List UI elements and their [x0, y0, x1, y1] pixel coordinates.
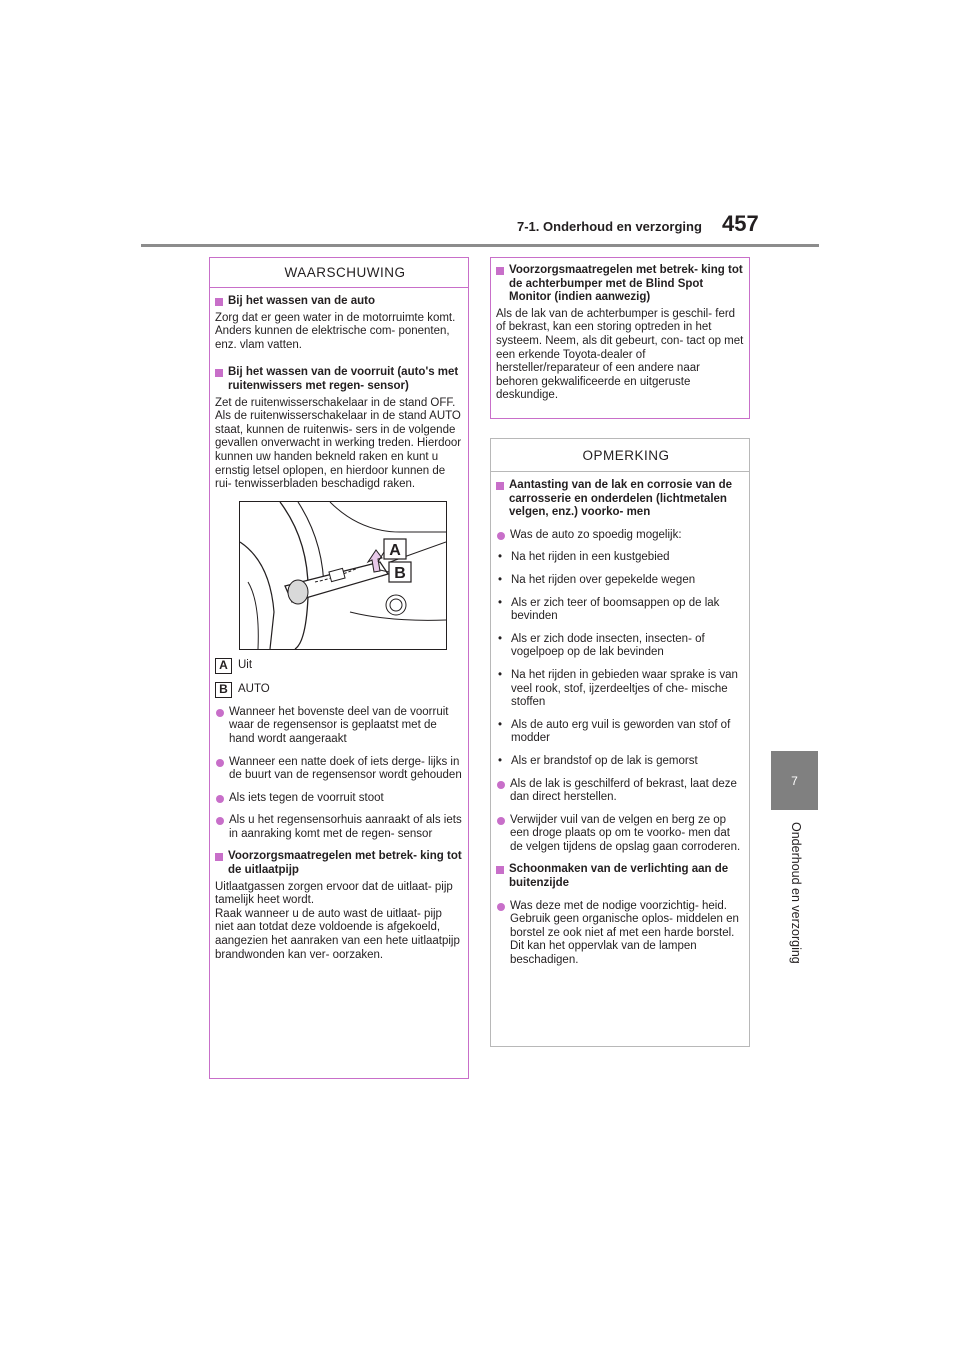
notice-box	[490, 438, 750, 1047]
warning-heading: WAARSCHUWING	[284, 265, 406, 280]
warning-box	[209, 257, 469, 1079]
square-bullet-icon	[215, 298, 223, 306]
paragraph: Uitlaatgassen zorgen ervoor dat de uitlaat- pijp tamelijk heet wordt.	[215, 880, 453, 907]
subsection-title: Bij het wassen van de auto	[228, 295, 375, 307]
list-item	[496, 900, 744, 968]
subsection-heading	[496, 264, 744, 305]
figure-label-b: B	[394, 564, 406, 582]
dash-item: • Als er zich teer of boomsappen op de lak bevinden	[496, 597, 744, 624]
round-bullet-icon	[497, 817, 505, 825]
round-bullet-icon	[216, 709, 224, 717]
subsection-title: Aantasting van de lak en corrosie van de carrosserie en onderdelen (lichtmetalen velgen, enz.) voorko- men	[509, 479, 733, 519]
dash-item: • Als er zich dode insecten, insecten- of vogelpoep op de lak bevinden	[496, 633, 744, 660]
list-item-text: Wanneer een natte doek of iets derge- lijks in de buurt van de regensensor wordt gehouden	[229, 755, 462, 782]
legend-key-b: B	[215, 682, 232, 698]
list-item-text: Was deze met de nodige voorzichtig- heid. Gebruik geen organische oplos- middelen en borstel ze ook niet af met een harde borstel.	[510, 899, 739, 939]
dash-item: • Na het rijden over gepekelde wegen	[498, 573, 696, 586]
dash-item-text: Als er zich teer of boomsappen op de lak bevinden	[511, 596, 720, 623]
list-item-text: Was de auto zo spoedig mogelijk:	[510, 528, 682, 541]
dash-item-text: Na het rijden over gepekelde wegen	[511, 573, 696, 586]
round-bullet-icon	[497, 532, 505, 540]
subsection-heading	[215, 366, 463, 393]
subsection-heading	[496, 479, 744, 520]
round-bullet-icon	[216, 795, 224, 803]
figure-label-a: A	[389, 541, 401, 559]
section-title: 7-1. Onderhoud en verzorging	[517, 219, 702, 234]
square-bullet-icon	[496, 866, 504, 874]
paragraph: Als de lak van de achterbumper is geschil- ferd of bekrast, kan een storing optreden in het systeem. Neem, als dit gebeurt, con- tact op met een erkende Toyota-dealer of hersteller/reparateur of een andere naar behoren gekwalificeerde en uitgeruste deskundige.	[496, 307, 744, 402]
page-number: 457	[722, 211, 759, 236]
list-item	[215, 706, 463, 747]
subsection-title: Schoonmaken van de verlichting aan de buitenzijde	[509, 863, 729, 890]
list-item	[215, 792, 463, 806]
dash-item-text: Als er brandstof op de lak is gemorst	[511, 754, 698, 767]
subsection-title: Bij het wassen van de voorruit (auto's met ruitenwissers met regen- sensor)	[228, 366, 459, 392]
list-item-text: Wanneer het bovenste deel van de voorruit waar de regensensor is geplaatst met de hand wordt aangeraakt	[229, 705, 449, 745]
list-item	[496, 529, 744, 543]
dash-item: • Als er brandstof op de lak is gemorst	[498, 754, 698, 767]
legend-item-a	[215, 658, 463, 674]
square-bullet-icon	[496, 482, 504, 490]
list-item-text: Als u het regensensorhuis aanraakt of als iets in aanraking komt met de regen- sensor	[229, 814, 462, 840]
round-bullet-icon	[497, 781, 505, 789]
paragraph: Zet de ruitenwisserschakelaar in de stand OFF. Als de ruitenwisserschakelaar in de stand AUTO staat, kunnen de ruitenwis- sers in de volgende gevallen onverwacht in werking treden. Hierdoor kunnen uw handen bekneld raken en kunt u ernstig letsel oplopen, en hierdoor kunnen de rui- tenwisserbladen beschadigd raken.	[215, 396, 462, 491]
round-bullet-icon	[216, 759, 224, 767]
square-bullet-icon	[496, 267, 504, 275]
chapter-title: Onderhoud en verzorging	[789, 822, 803, 964]
legend-text: AUTO	[238, 682, 270, 695]
subsection-heading	[496, 863, 744, 890]
chapter-tab: 7	[771, 751, 818, 810]
notice-header	[491, 439, 749, 472]
list-item-text: Als de lak is geschilferd of bekrast, laat deze dan direct herstellen.	[510, 777, 737, 804]
dash-item-text: Als er zich dode insecten, insecten- of vogelpoep op de lak bevinden	[511, 632, 705, 659]
subsection-title: Voorzorgsmaatregelen met betrek- king tot de uitlaatpijp	[228, 850, 462, 877]
header-rule	[141, 244, 819, 247]
legend-item-b	[215, 682, 463, 698]
round-bullet-icon	[497, 903, 505, 911]
notice-heading: OPMERKING	[582, 447, 670, 463]
subsection-heading	[215, 295, 463, 309]
wiper-switch-illustration	[239, 501, 447, 650]
paragraph: Zorg dat er geen water in de motorruimte komt. Anders kunnen de elektrische com- ponenten, enz. vlam vatten.	[215, 311, 456, 351]
list-item-text: Dit kan het oppervlak van de lampen beschadigen.	[510, 940, 697, 967]
round-bullet-icon	[216, 817, 224, 825]
square-bullet-icon	[215, 853, 223, 861]
list-item-text: Verwijder vuil van de velgen en berg ze op een droge plaats op om te voorko- men dat de velgen tijdens de opslag gaan corroderen.	[510, 813, 741, 853]
list-item-text: Als iets tegen de voorruit stoot	[229, 791, 384, 804]
dash-item: • Na het rijden in een kustgebied	[498, 551, 670, 564]
list-item	[215, 814, 463, 841]
list-item	[215, 756, 463, 783]
square-bullet-icon	[215, 369, 223, 377]
subsection-heading	[215, 850, 463, 877]
warning-continuation-box	[490, 257, 750, 419]
list-item	[496, 814, 744, 855]
dash-item: • Na het rijden in gebieden waar sprake is van veel rook, stof, ijzerdeeltjes of che- mische stoffen	[496, 669, 744, 710]
legend-text: Uit	[238, 658, 253, 671]
dash-item-text: Als de auto erg vuil is geworden van stof of modder	[511, 718, 731, 745]
chapter-side-label	[781, 820, 811, 980]
dash-item: • Als de auto erg vuil is geworden van stof of modder	[496, 719, 744, 746]
list-item	[496, 778, 744, 805]
subsection-title: Voorzorgsmaatregelen met betrek- king tot de achterbumper met de Blind Spot Monitor (indien aanwezig)	[509, 264, 743, 304]
dash-item-text: Na het rijden in een kustgebied	[511, 551, 670, 564]
warning-header	[210, 258, 468, 288]
legend-key-a: A	[215, 658, 232, 674]
paragraph: Raak wanneer u de auto wast de uitlaat- pijp niet aan totdat deze voldoende is afgekoeld, aangezien het aanraken van een hete uitlaatpijp brandwonden kan ver- oorzaken.	[215, 907, 460, 961]
dash-item-text: Na het rijden in gebieden waar sprake is van veel rook, stof, ijzerdeeltjes of che- mische stoffen	[511, 668, 738, 709]
